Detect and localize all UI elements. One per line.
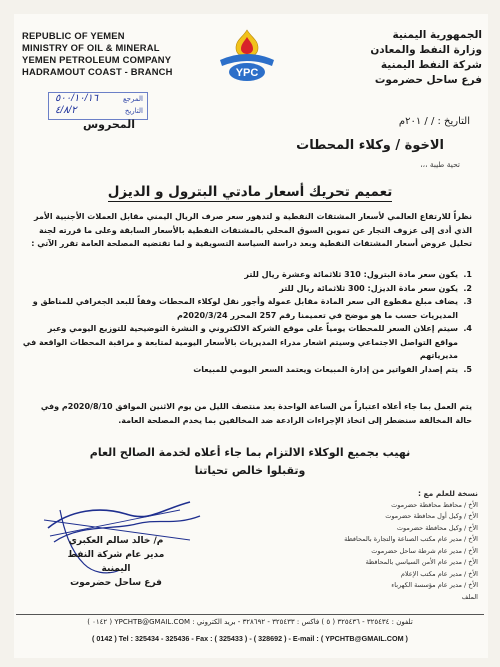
list-item-number: 5. [463, 364, 472, 374]
stamp-value-date: ٤/٨/٢ [55, 105, 77, 116]
footer-arabic: تلفون : ٣٢٥٤٣٤ - ٣٢٥٤٣٦ ( ٥ ) فاكس : ٣٢٥٤٣٣ - ٣٢٨٦٩٢ - بريد الكتروني : YPCHTB@GMAIL.COM ( ٠١٤٢ ) [87, 618, 413, 626]
stamp-label-date: التاريخ [124, 107, 143, 115]
list-item-number: 3. [463, 297, 472, 306]
closing-appeal: نهيب بجميع الوكلاء الالتزام بما جاء أعلاه لخدمة الصالح العام [89, 446, 411, 459]
signatory-title: مدير عام شركة النفط اليمنية [67, 550, 165, 574]
list-item: الأخ / مدير عام مكتب الصناعة والتجارة بالمحافظة [344, 535, 478, 543]
list-item [22, 363, 472, 377]
header-ar-line4: فرع ساحل حضرموت [374, 74, 482, 86]
footer-english: ( 0142 ) Tel : 325434 - 325436 - Fax : ( 325433 ) - ( 328692 ) - E-mail : ( YPCHTB@GMAIL.COM ) [92, 634, 408, 643]
signatory-branch: فرع ساحل حضرموت [70, 578, 162, 588]
addressee: الاخوة / وكلاء المحطات [296, 138, 444, 153]
list-item [22, 268, 472, 282]
closing-regards: وتقبلوا خالص تحياتنا [194, 464, 306, 477]
header-en-line3: YEMEN PETROLEUM COMPANY [22, 54, 172, 65]
header-en-line2: MINISTRY OF OIL & MINERAL [22, 42, 160, 53]
list-item [22, 322, 472, 363]
header-ar-line2: وزارة النفط والمعادن [370, 44, 482, 56]
copy-list-heading: نسخة للعلم مع : [417, 489, 478, 498]
list-item-number: 2. [463, 283, 472, 293]
list-item [22, 282, 472, 296]
footer-divider [16, 614, 484, 615]
header-english [22, 30, 172, 78]
list-item-text: سيتم إعلان السعر للمحطات يومياً على موقع الشركة الالكتروني و النشرة التوضيحية للتوزيع اليومي وعبر مواقع التواصل الاجتماعي وسيتم اشعار مدراء المديريات بالأسعار اليومية لمتابعة و مراقبة المحطات الواقعة في مديرياتهم [22, 324, 458, 360]
greeting: تحية طيبة ،،، [420, 160, 460, 169]
list-item: الأخ / محافظ محافظة حضرموت [391, 500, 478, 509]
list-item-text: يتم إصدار الفواتير من إدارة المبيعات ويعتمد السعر اليومي للمبيعات [193, 364, 458, 374]
list-item: الملف [461, 592, 478, 601]
signatory-name: م/ خالد سالم العكبري [68, 536, 164, 546]
list-item-text: يضاف مبلغ مقطوع الى سعر المادة مقابل عمولة وأجور نقل لوكلاء المحطات وفقاً للبعد الجغرافي للمناطق و المديريات حسب ما هو موضح في تعميمنا رقم 257 المحرر 2020/3/24م [32, 297, 458, 320]
list-item-number: 4. [463, 324, 472, 333]
list-item: الأخ / مدير عام شرطة ساحل حضرموت [371, 546, 478, 555]
ypc-logo-icon [214, 26, 280, 84]
paragraph-effective: يتم العمل بما جاء أعلاه اعتباراً من الساعة الواحدة بعد منتصف الليل من يوم الاثنين الموافق 2020/8/10م وفي حالة المخالفة سنضطر إلى اتخاذ الإجراءات الرادعة ضد المخالفين بما يخدم المصلحة العامة. [40, 402, 472, 425]
subject-text: تعميم تحريك أسعار مادتي البترول و الديزل [107, 184, 393, 200]
logo-text: YPC [235, 67, 259, 79]
list-item: الأخ / مدير عام مؤسسة الكهرباء [391, 581, 478, 589]
signature-block [54, 534, 178, 590]
header-en-line1: REPUBLIC OF YEMEN [22, 30, 125, 41]
subject-line [0, 184, 500, 200]
header-arabic [332, 28, 482, 88]
list-item: الأخ / وكيل محافظة حضرموت [396, 523, 478, 532]
recipient-dept: المحروس [82, 118, 136, 131]
list-item-number: 1. [463, 270, 472, 279]
list-item: الأخ / مدير عام الأمن السياسي بالمحافظة [365, 558, 478, 566]
reference-stamp [48, 92, 148, 120]
copy-list [288, 488, 478, 603]
list-item: الأخ / وكيل أول محافظة حضرموت [385, 512, 478, 520]
paragraph-intro: نظراً للارتفاع العالمي لأسعار المشتقات النفطية و لتدهور سعر صرف الريال اليمني مقابل العملات الأجنبية الأمر الذي أدى إلى عزوف التجار عن تموين السوق المحلي بالمشتقات النفطية بالأسعار السابقة وعلى ما قررته لجنة تحليل عروض أسعار المشتقات النفطية وبعد دراسة السياسة التسويقية و لما تقتضيه المصلحة العامة تقرر الآتي : [31, 212, 472, 248]
header-en-line4: HADRAMOUT COAST - BRANCH [22, 66, 173, 77]
list-item [22, 295, 472, 322]
stamp-value-number: ٥٠٠/١٠/١٦ [55, 93, 99, 104]
stamp-label-number: المرجع [122, 95, 143, 103]
list-item: الأخ / مدير عام مكتب الإعلام [400, 569, 478, 578]
date-line: التاريخ : / / ٢٠١م [398, 116, 470, 127]
header-ar-line1: الجمهورية اليمنية [392, 29, 482, 41]
list-item-text: يكون سعر مادة البترول: 310 ثلاثمائة وعشرة ريال للتر [244, 270, 458, 279]
header-ar-line3: شركة النفط اليمنية [380, 59, 482, 71]
list-item-text: يكون سعر مادة الديزل: 300 ثلاثمائة ريال للتر [279, 283, 458, 293]
decision-list [22, 268, 472, 376]
